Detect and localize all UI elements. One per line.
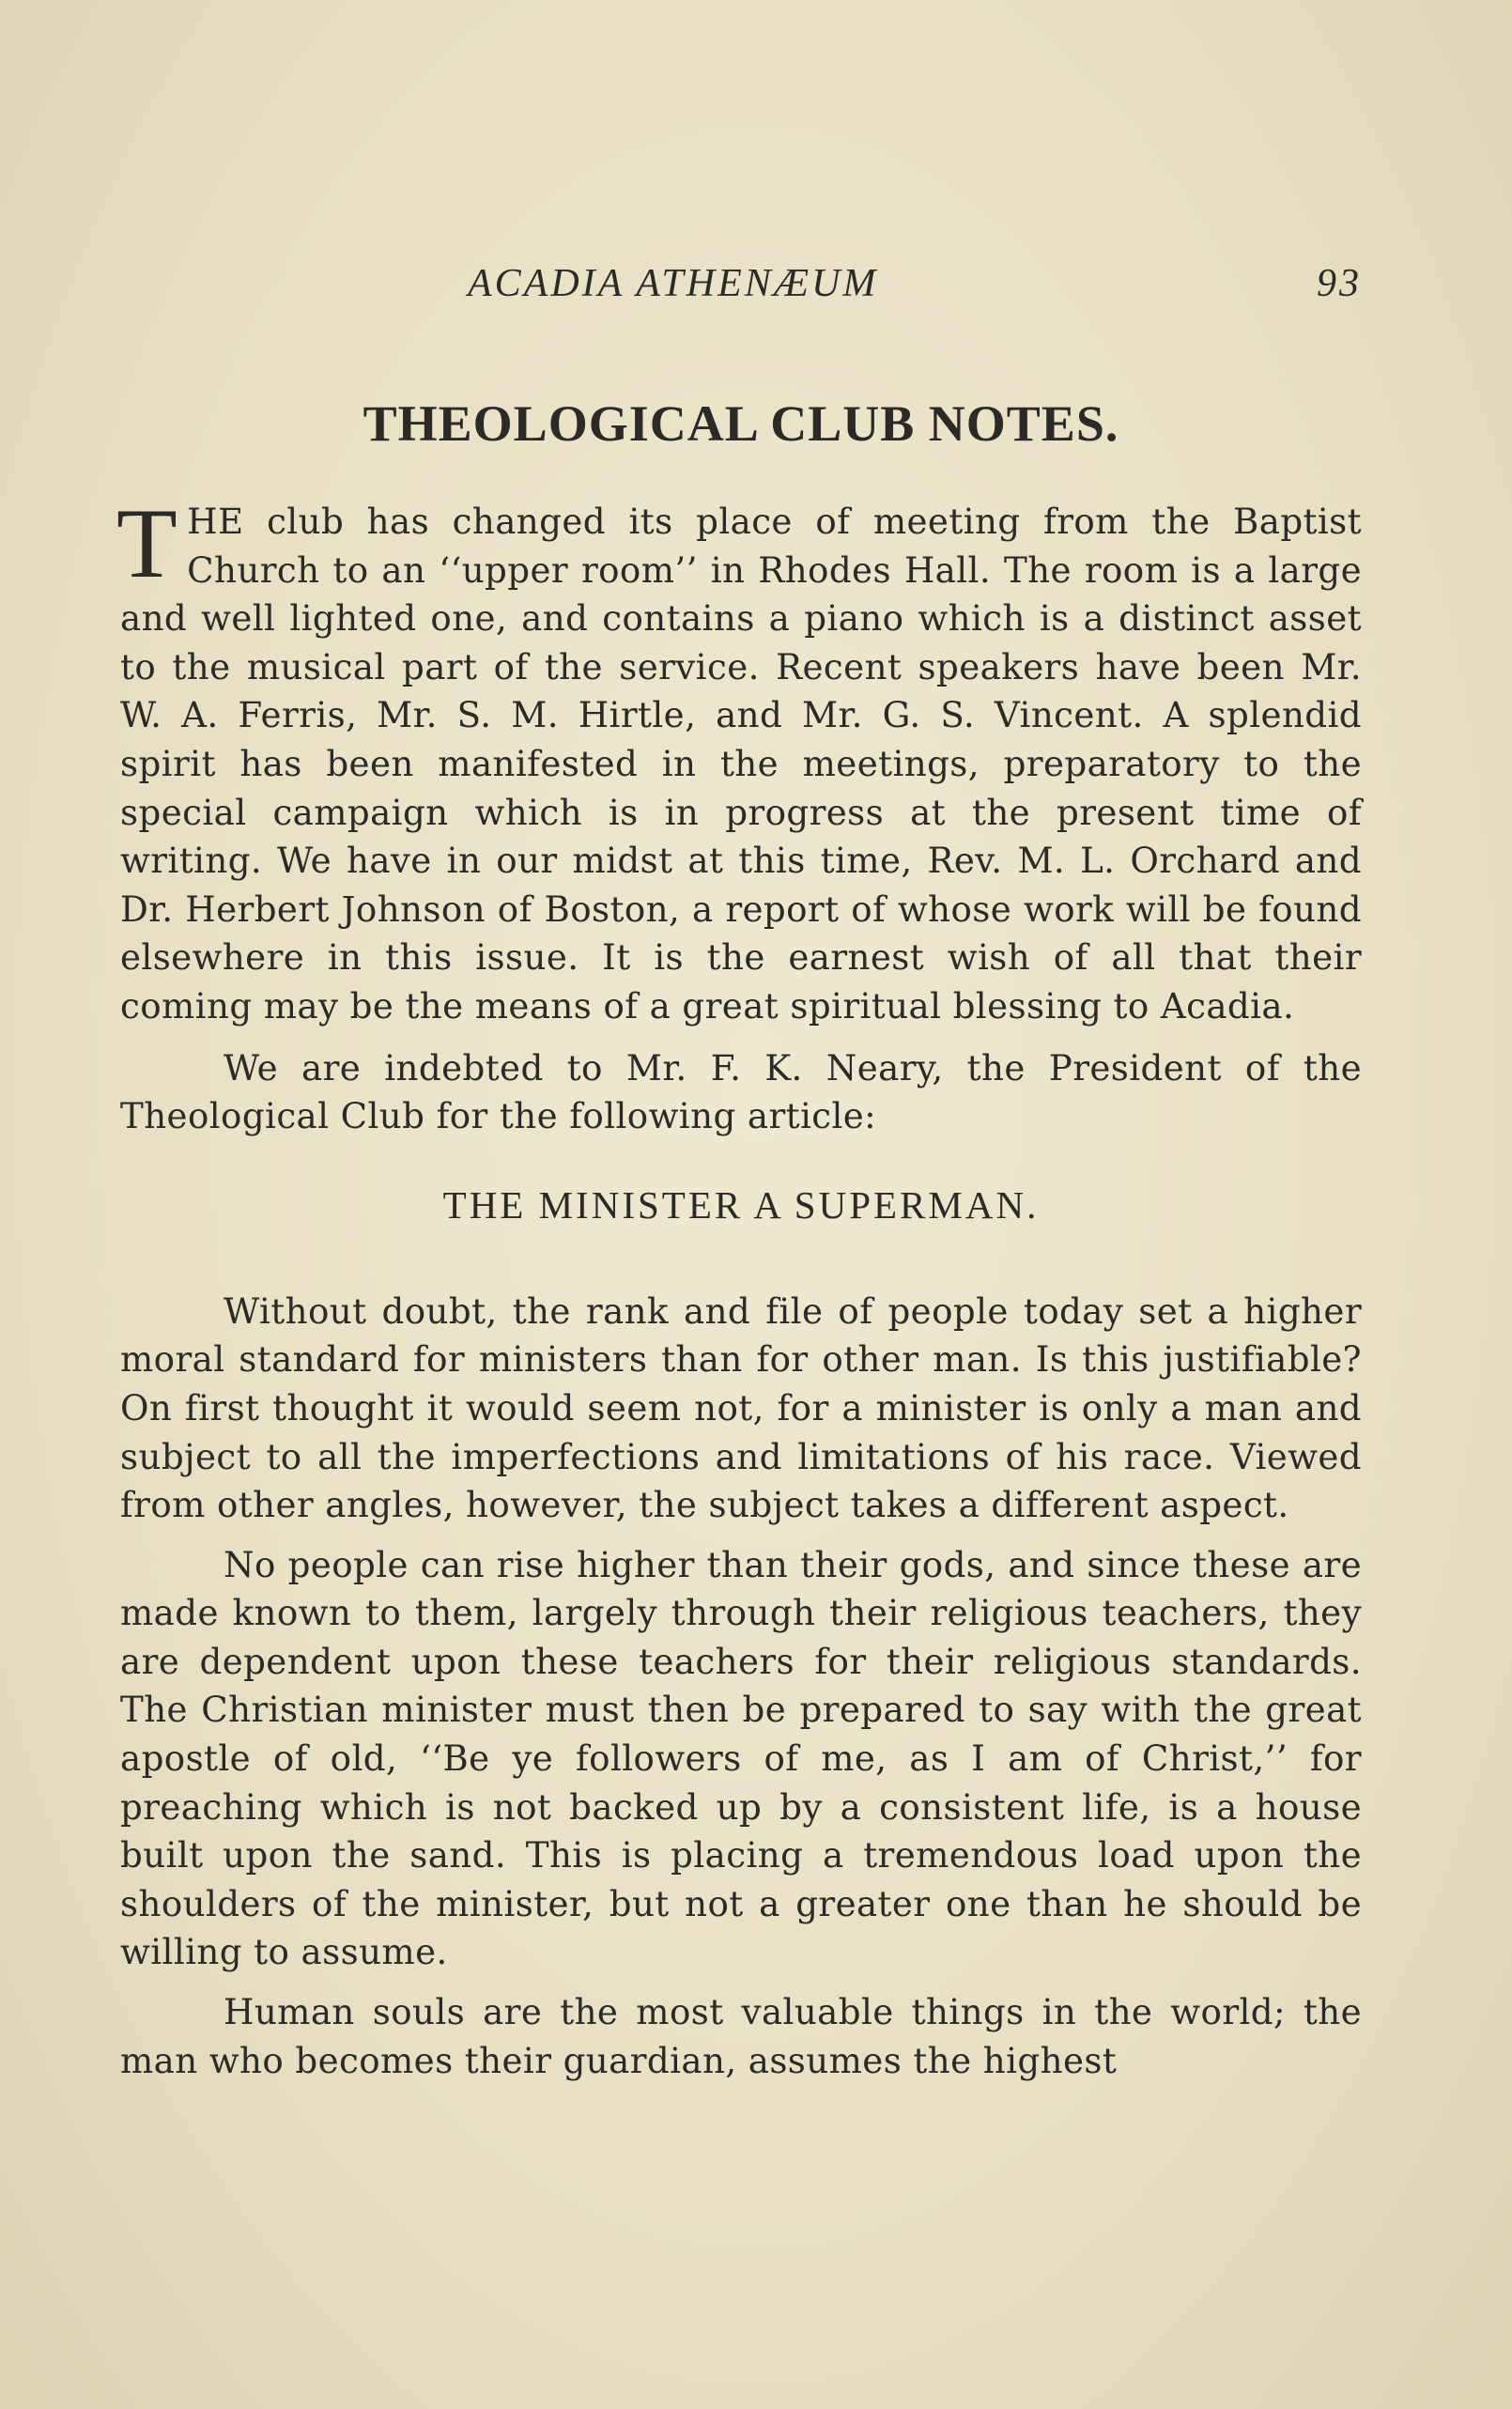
intro-paragraph-text: HE club has changed its place of meeting from the Baptist Church to an ‘‘upper room’’ in Rhodes Hall. The room is a large and well lighted one, and contains a piano which is a distinct asset to the musical part of the service. Recent speakers have been Mr. W. A. Ferris, Mr. S. M. Hirtle, and Mr. G. S. Vincent. A splendid spirit has been manifested in the meetings, preparatory to the special campaign which is in progress at the present time of writing. We have in our midst at this time, Rev. M. L. Orchard and Dr. Herbert Johnson of Boston, a report of whose work will be found elsewhere in this issue. It is the earnest wish of all that their coming may be the means of a great spiritual blessing to Acadia. — [120, 501, 1362, 1027]
page-number: 93 — [1317, 262, 1362, 305]
article-paragraph-3: Human souls are the most valuable things in the world; the man who becomes their guardian, assumes the highest — [120, 1991, 1362, 2081]
running-title: ACADIA ATHENÆUM — [468, 262, 879, 305]
article-body — [120, 1288, 1362, 2086]
intro-paragraph — [116, 488, 1362, 1031]
article-paragraph-2: No people can rise higher than their gods, and since these are made known to them, largely through their religious teachers, they are dependent upon these teachers for their religious standards. The Christian minister must then be prepared to say with the great apostle of old, ‘‘Be ye followers of me, as I am of Christ,’’ for preaching which is not backed up by a consistent life, is a house built upon the sand. This is placing a tremendous load upon the shoulders of the minister, but not a greater one than he should be willing to assume. — [120, 1543, 1362, 1973]
running-head — [120, 254, 1362, 319]
article-title: THE MINISTER A SUPERMAN. — [442, 1182, 1040, 1227]
section-title: THEOLOGICAL CLUB NOTES. — [363, 395, 1119, 452]
acknowledgement-paragraph: We are indebted to Mr. F. K. Neary, the President of the Theological Club for the following article: — [120, 1046, 1362, 1137]
page — [116, 254, 1362, 2085]
article-paragraph-1: Without doubt, the rank and file of people today set a higher moral standard for ministers than for other man. Is this justifiable? On first thought it would seem not, for a minister is only a man and subject to all the imperfections and limitations of his race. Viewed from other angles, however, the subject takes a different aspect. — [120, 1289, 1362, 1526]
drop-cap: T — [116, 488, 178, 598]
